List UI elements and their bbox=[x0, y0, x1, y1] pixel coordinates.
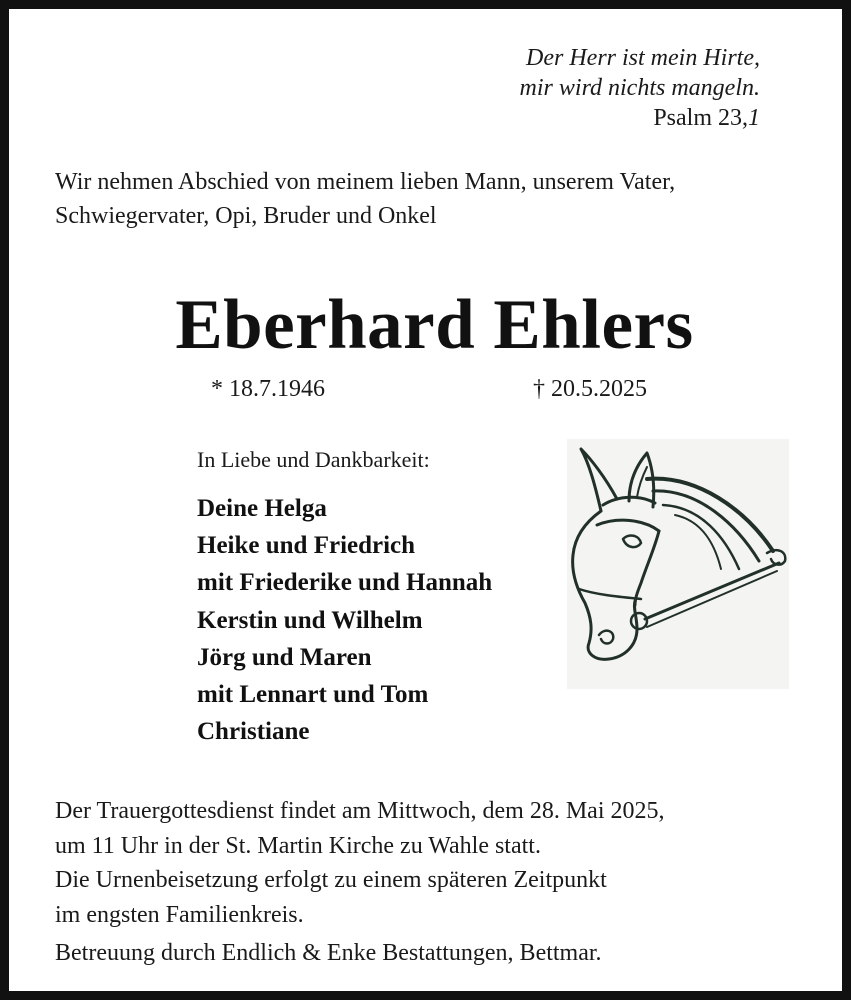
mourner-name: Deine Helga bbox=[197, 495, 327, 522]
verse-reference-number: 1 bbox=[748, 105, 760, 131]
farewell-intro bbox=[55, 165, 815, 233]
mourner-name: mit Friederike und Hannah bbox=[197, 569, 493, 597]
service-information bbox=[55, 794, 825, 932]
service-line: Der Trauergottesdienst findet am Mittwoch, dem 28. Mai 2025, bbox=[55, 798, 665, 824]
deceased-name: Eberhard Ehlers bbox=[175, 286, 694, 364]
intro-line-1: Wir nehmen Abschied von meinem lieben Mann, unserem Vater, bbox=[55, 169, 676, 195]
mourner-name: mit Lennart und Tom bbox=[197, 681, 429, 709]
mourner-name: Kerstin und Wilhelm bbox=[197, 606, 423, 634]
mourner-name: Jörg und Maren bbox=[197, 643, 372, 671]
mourner-name: Heike und Friedrich bbox=[197, 532, 416, 560]
bible-verse bbox=[520, 43, 760, 133]
birth-date: * 18.7.1946 bbox=[211, 376, 325, 402]
horse-head-icon bbox=[567, 439, 789, 689]
death-date: † 20.5.2025 bbox=[533, 376, 647, 402]
mourners-heading: In Liebe und Dankbarkeit: bbox=[197, 447, 430, 472]
verse-reference bbox=[520, 103, 760, 133]
mourner-name: Christiane bbox=[197, 718, 310, 746]
service-line: Die Urnenbeisetzung erfolgt zu einem späteren Zeitpunkt bbox=[55, 867, 607, 893]
service-line: um 11 Uhr in der St. Martin Kirche zu Wahle statt. bbox=[55, 832, 541, 859]
service-line: im engsten Familienkreis. bbox=[55, 901, 304, 928]
mourners-list bbox=[197, 490, 492, 750]
verse-line-2: mir wird nichts mangeln. bbox=[519, 75, 760, 101]
undertaker-note: Betreuung durch Endlich & Enke Bestattungen, Bettmar. bbox=[55, 940, 602, 966]
verse-line-1: Der Herr ist mein Hirte, bbox=[526, 45, 760, 71]
intro-line-2: Schwiegervater, Opi, Bruder und Onkel bbox=[55, 203, 437, 229]
verse-reference-text: Psalm 23, bbox=[653, 105, 748, 131]
